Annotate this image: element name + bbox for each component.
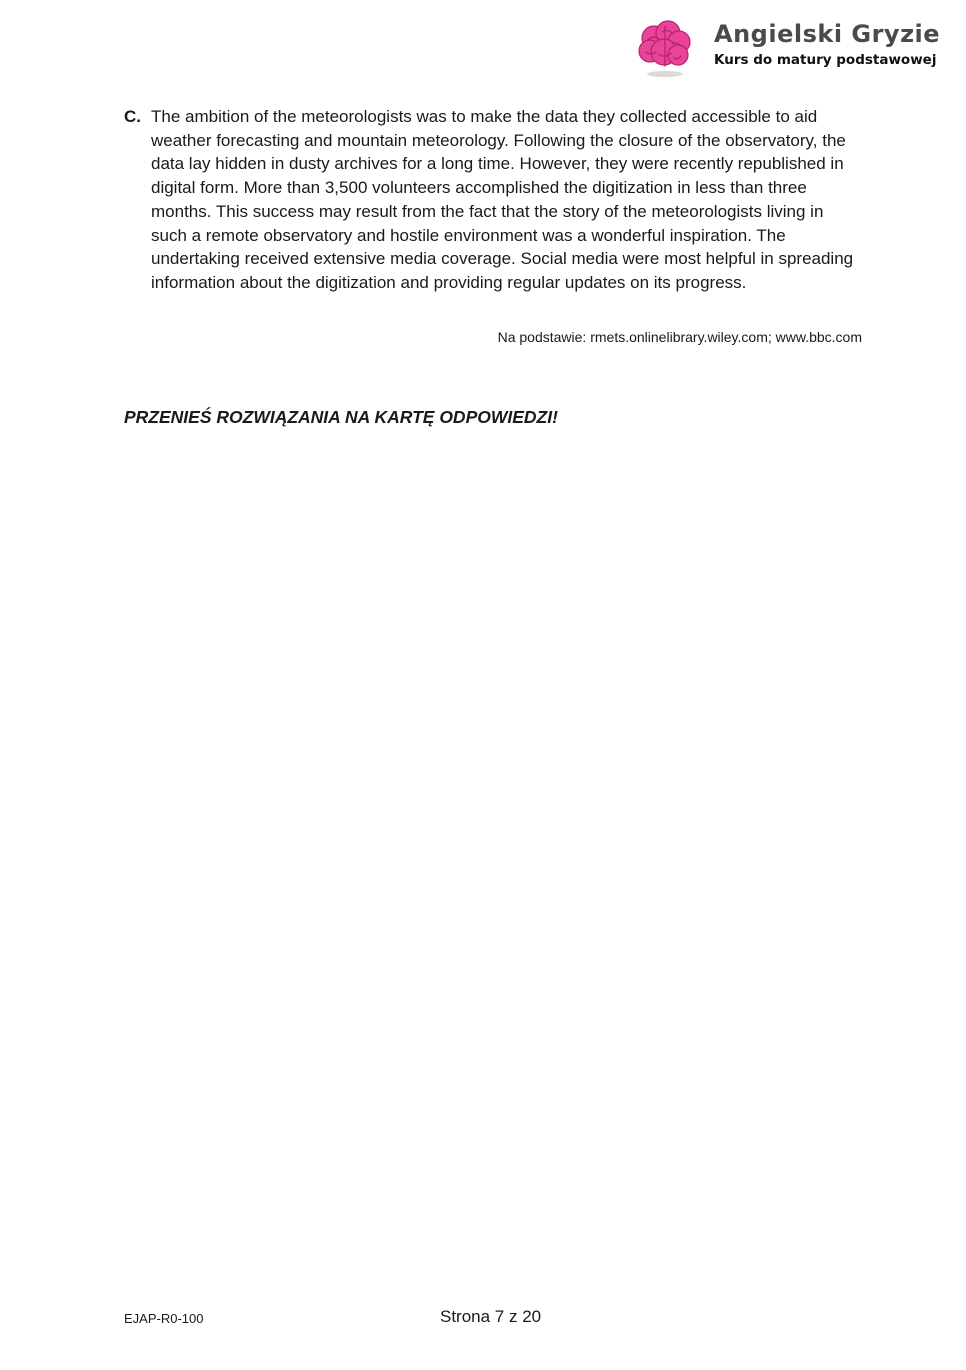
brand-subtitle: Kurs do matury podstawowej [714, 52, 937, 68]
source-citation: Na podstawie: rmets.onlinelibrary.wiley.com; www.bbc.com [497, 329, 862, 345]
exam-code: EJAP-R0-100 [124, 1311, 204, 1326]
brand-header [634, 18, 941, 82]
section-paragraph: The ambition of the meteorologists was to make the data they collected accessible to aid weather forecasting and mountain meteorology. Following the closure of the observatory, the data lay hidden in dusty archives for a long time. However, they were recently republished in digital form. More than 3,500 volunteers accomplished the digitization in less than three months. This success may result from the fact that the story of the meteorologists living in such a remote observatory and hostile environment was a wonderful inspiration. The undertaking received extensive media coverage. Social media were most helpful in spreading information about the digitization and providing regular updates on its progress. [151, 107, 854, 292]
page-number: Strona 7 z 20 [440, 1307, 542, 1326]
section-letter: C. [124, 107, 141, 126]
text-section-c [124, 105, 864, 295]
brain-icon [634, 18, 696, 80]
instruction-heading: PRZENIEŚ ROZWIĄZANIA NA KARTĘ ODPOWIEDZI! [124, 407, 558, 427]
brand-title: Angielski Gryzie [714, 20, 941, 48]
